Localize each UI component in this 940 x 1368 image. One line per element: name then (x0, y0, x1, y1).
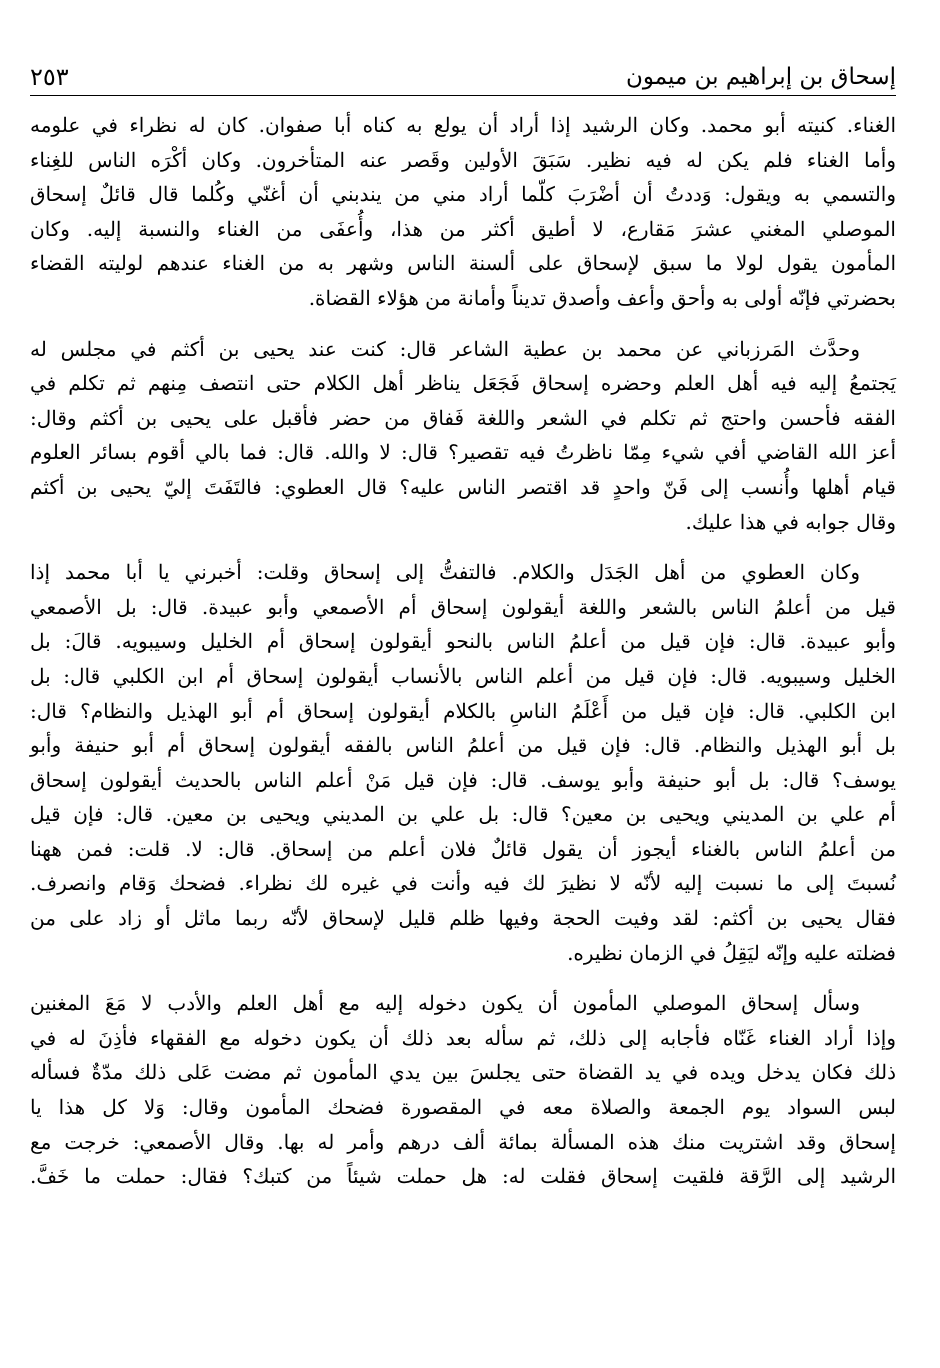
text-line: وسأل إسحاق الموصلي المأمون أن يكون دخوله إليه مع أهل العلم والأدب لا مَعَ المغنين (30, 991, 860, 1016)
text-line: الموصلي المغني عشرَ مَقارع، لا أطيق أكثر من هذا، وأُعفَى من الغناء والنسبة إليه. وكان (30, 216, 896, 241)
page-header (30, 52, 896, 96)
text-line: ابن الكلبي. قال: فإن قيل من أَعْلَمُ الناسِ بالكلام أيقولون إسحاق أم أبو الهذيل والنظام؟ قال: (30, 698, 896, 723)
text-line: الغناء. كنيته أبو محمد. وكان الرشيد إذا أراد أن يولع به كناه أبا صفوان. كان له نظراء في علومه (30, 113, 896, 137)
body-text (30, 108, 896, 1194)
text-line: أم علي بن المديني ويحيى بن معين؟ قال: بل علي بن المديني ويحيى بن معين. قال: فإن قيل (30, 802, 896, 827)
page-number: ٢٥٣ (30, 63, 69, 91)
text-line: وحدَّث المَرزباني عن محمد بن عطية الشاعر قال: كنت عند يحيى بن أكثم في مجلس له (30, 336, 860, 361)
paragraph-1 (30, 108, 896, 316)
text-line: الخليل وسيبويه. قال: فإن قيل من أعلم الناس بالأنساب أيقولون إسحاق أم ابن الكلبي قال: بل (30, 663, 896, 688)
text-line: وإذا أراد الغناء غَنّاه فأجابه إلى ذلك، ثم سأله بعد ذلك أن يكون دخوله مع الفقهاء فأذِنَ له في (30, 1025, 896, 1050)
paragraph-2 (30, 332, 896, 540)
text-line: فقال يحيى بن أكثم: لقد وفيت الحجة وفيها ظلم قليل لإسحاق لأنّه ربما ماثل أو زاد على من (30, 906, 896, 931)
text-line: الفقه فأحسن واحتج ثم تكلم في الشعر واللغة فَفاق من حضر فأقبل على يحيى بن أكثم وقال: (30, 405, 896, 430)
text-line: ذلك فكان يدخل ويده في يد القضاة حتى يجلسَ بين يدي المأمون ثم مضت عَلى ذلك مدّةٌ فسأله (30, 1060, 896, 1085)
text-line: يوسف؟ قال: بل أبو حنيفة وأبو يوسف. قال: فإن قيل مَنْ أعلم الناس بالحديث أيقولون إسحاق (30, 767, 896, 792)
text-line: إسحاق وقد اشتريت منك هذه المسألة بمائة ألف درهم وأمر له بها. وقال الأصمعي: خرجت مع (30, 1129, 896, 1154)
text-line: فضلته عليه وإنّه ليَقِلُ في الزمان نظيره. (567, 940, 896, 965)
text-line: قيام أهلها وأُنسب إلى فَنّ واحدٍ قد اقتصر الناس عليه؟ قال العطوي: فالتَفَتَ إليّ يحيى بن أكثم (30, 474, 896, 499)
text-line: لبس السواد يوم الجمعة والصلاة معه في المقصورة فضحك المأمون وقال: وَلا كل هذا يا (30, 1095, 896, 1120)
text-line: المأمون يقول لولا ما سبق لإسحاق على ألسنة الناس وشهر به من الغناء عندهم لوليته القضاء (30, 251, 896, 276)
paragraph-4 (30, 986, 896, 1194)
text-line: يَجتمعُ إليه فيه أهل العلم وحضره إسحاق فَجَعَل يناظر أهل الكلام حتى انتصف مِنهم ثم تكلم في (30, 371, 896, 396)
text-line: قيل من أعلمُ الناس بالشعر واللغة أيقولون إسحاق أم الأصمعي وأبو عبيدة. قال: بل الأصمعي (30, 594, 896, 619)
text-line: بحضرتي فإنّه أولى به وأحق وأعف وأصدق تديناً وأمانة من هؤلاء القضاة. (308, 285, 896, 310)
text-line: وأبو عبيدة. قال: فإن قيل من أعلمُ الناس بالنحو أيقولون إسحاق أم الخليل وسيبويه. قالَ: بل (30, 629, 896, 654)
text-line: بل أبو الهذيل والنظام. قال: فإن قيل من أعلمُ الناس بالفقه أيقولون إسحاق أم أبو حنيفة وأبو (30, 733, 896, 758)
text-line: وكان العطوي من أهل الجَدَل والكلام. فالتفتُّ إلى إسحاق وقلت: أخبرني يا أبا محمد إذا (30, 560, 860, 585)
text-line: أعز الله القاضي أفي شيء مِمّا ناظرتُ فيه تقصير؟ قال: لا والله. قال: فما بالي أقوم بسائر العلوم (30, 440, 896, 465)
text-line: والتسمي به ويقول: وَددتُ أن أضْرَبَ كلّما أراد مني من يندبني أن أغنّي وكُلما قال قائلٌ إسحاق (30, 182, 896, 207)
running-title: إسحاق بن إبراهيم بن ميمون (625, 64, 896, 90)
text-line: وأما الغناء فلم يكن له فيه نظير. سَبَقَ الأولين وقَصر عنه المتأخرون. وكان أكْرَه الناس للغِناء (30, 147, 896, 172)
text-line: الرشيد إلى الرَّقة فلقيت إسحاق فقلت له: هل حملت شيئاً من كتبك؟ فقال: حملت ما خَفَّ. (30, 1164, 896, 1189)
text-line: نُسبتَ إلى ما نسبت إليه لأنّه لا نظيرَ لك فيه وأنت في غيره لك نظراء. فضحك وَقام وانصرف. (30, 871, 896, 896)
paragraph-3 (30, 555, 896, 970)
text-line: من أعلمُ الناس بالغناء أيجوز أن يقول قائلٌ فلان أعلم من إسحاق. قال: لا. قلت: فمن ههنا (30, 836, 896, 861)
text-line: وقال جوابه في هذا عليك. (685, 509, 896, 534)
